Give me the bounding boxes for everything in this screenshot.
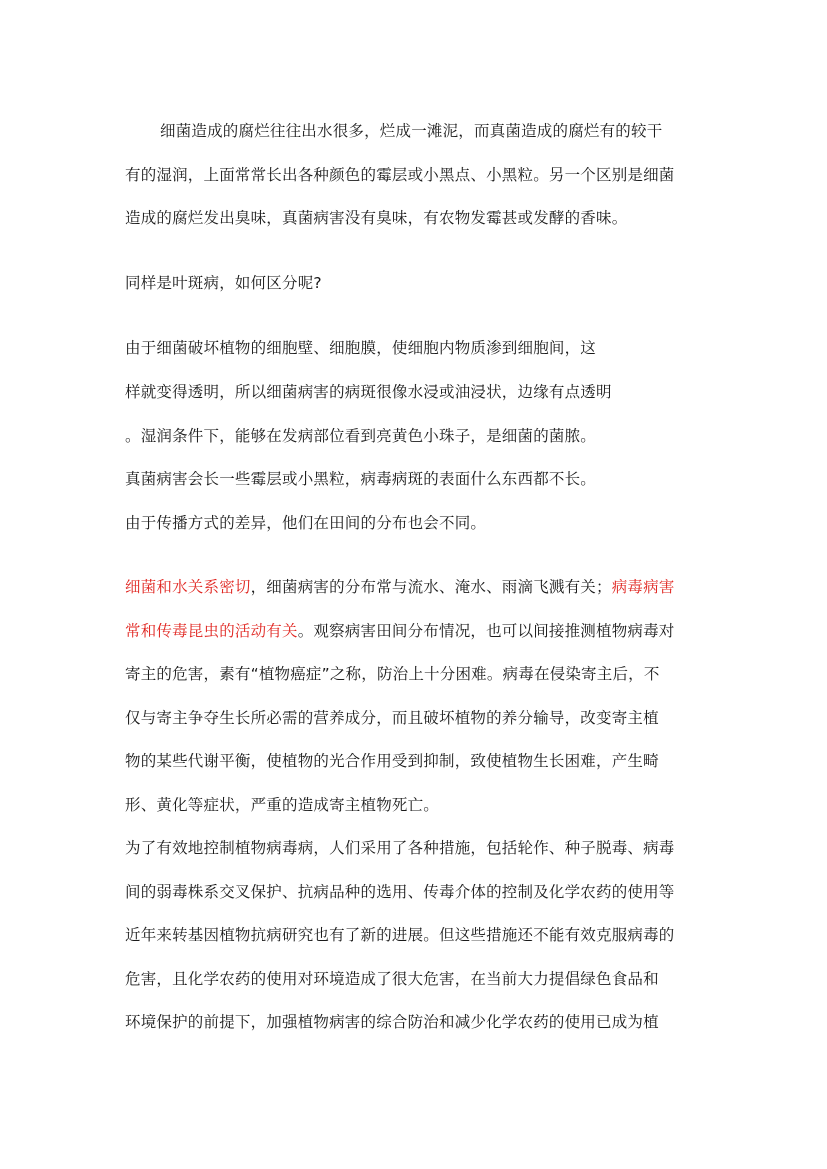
paragraph-line: 危害，且化学农药的使用对环境造成了很大危害，在当前大力提倡绿色食品和 [125,970,659,988]
paragraph-line: 由于传播方式的差异，他们在田间的分布也会不同。 [125,514,487,532]
paragraph-line: 形、黄化等症状，严重的造成寄主植物死亡。 [125,796,440,814]
paragraph-line: 样就变得透明，所以细菌病害的病斑很像水浸或油浸状，边缘有点透明 [125,383,612,401]
highlight-text: 常和传毒昆虫的活动有关 [125,622,298,640]
highlight-text: 细菌和水关系密切 [125,578,251,596]
paragraph-line: 为了有效地控制植物病毒病，人们采用了各种措施，包括轮作、种子脱毒、病毒 [125,839,675,857]
paragraph-line: 真菌病害会长一些霉层或小黑粒，病毒病斑的表面什么东西都不长。 [125,470,597,488]
paragraph-line [125,577,675,597]
paragraph-line: 。湿润条件下，能够在发病部位看到亮黄色小珠子，是细菌的菌脓。 [125,427,597,445]
body-text: ，细菌病害的分布常与流水、淹水、雨滴飞溅有关； [250,578,612,596]
paragraph-line: 有的湿润，上面常常长出各种颜色的霉层或小黑点、小黑粒。另一个区别是细菌 [125,166,675,184]
paragraph-line [125,621,675,641]
highlight-text: 病毒病害 [611,578,675,596]
paragraph-line: 仅与寄主争夺生长所必需的营养成分，而且破坏植物的养分输导，改变寄主植 [125,709,659,727]
paragraph-line: 物的某些代谢平衡，使植物的光合作用受到抑制，致使植物生长困难，产生畸 [125,752,659,770]
paragraph-line: 寄主的危害，素有“植物癌症”之称，防治上十分困难。病毒在侵染寄主后，不 [125,665,660,683]
paragraph-line: 造成的腐烂发出臭味，真菌病害没有臭味，有农物发霉甚或发酵的香味。 [125,209,628,227]
paragraph-line: 环境保护的前提下，加强植物病害的综合防治和减少化学农药的使用已成为植 [125,1013,659,1031]
paragraph-line: 细菌造成的腐烂往往出水很多，烂成一滩泥，而真菌造成的腐烂有的较干 [160,122,663,140]
body-text: 。观察病害田间分布情况，也可以间接推测植物病毒对 [297,622,675,640]
paragraph-line: 近年来转基因植物抗病研究也有了新的进展。但这些措施还不能有效克服病毒的 [125,926,675,944]
paragraph-line: 间的弱毒株系交叉保护、抗病品种的选用、传毒介体的控制及化学农药的使用等 [125,883,675,901]
question-line: 同样是叶斑病，如何区分呢? [125,274,322,292]
paragraph-line: 由于细菌破坏植物的细胞壁、细胞膜，使细胞内物质渗到细胞间，这 [125,339,597,357]
